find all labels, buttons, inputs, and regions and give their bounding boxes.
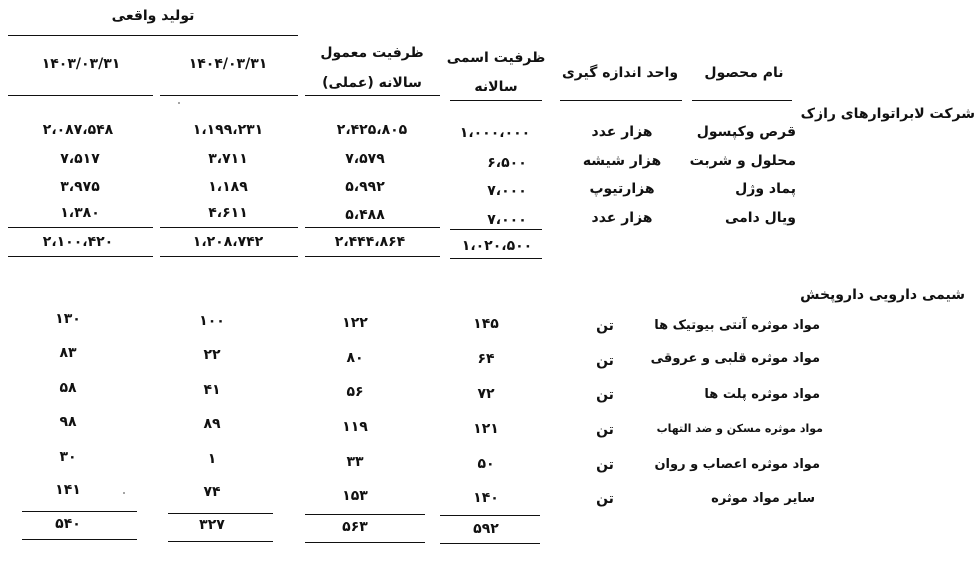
- production-1403-total: ۲،۱۰۰،۴۲۰: [42, 234, 114, 250]
- nominal-capacity-value: ۷۲: [477, 386, 495, 402]
- practical-capacity-header-line1: ظرفیت معمول: [320, 45, 424, 61]
- production-1403-value: ۵۸: [59, 380, 77, 396]
- product-name: مواد موثره آنتی بیوتیک ها: [654, 318, 820, 333]
- unit-value: تن: [596, 387, 614, 403]
- production-1403-value: ۹۸: [59, 414, 77, 430]
- product-name-header: نام محصول: [704, 65, 784, 81]
- production-1403-value: ۷،۵۱۷: [60, 151, 100, 167]
- unit-value: هزار شیشه: [582, 153, 662, 169]
- production-1403-value: ۳۰: [59, 449, 77, 465]
- nominal-capacity-value: ۵۰: [477, 456, 495, 472]
- subtotal-rule: [160, 227, 298, 228]
- scan-speck: [178, 102, 180, 104]
- production-1404-value: ۷۴: [203, 484, 221, 500]
- nominal-capacity-value: ۷،۰۰۰: [487, 212, 527, 228]
- header-underline: [305, 95, 440, 96]
- company-name-darou-pakhsh: شیمی دارویی داروپخش: [800, 287, 965, 303]
- unit-value: هزار عدد: [591, 210, 653, 226]
- production-1404-value: ۴،۶۱۱: [208, 205, 248, 221]
- subtotal-rule: [450, 229, 542, 230]
- subtotal-rule: [305, 227, 440, 228]
- nominal-capacity-total: ۱،۰۲۰،۵۰۰: [461, 238, 533, 254]
- unit-value: هزار عدد: [591, 124, 653, 140]
- total-rule: [450, 258, 542, 259]
- production-1404-value: ۸۹: [203, 416, 221, 432]
- product-name: پماد وژل: [735, 181, 796, 197]
- header-underline: [160, 95, 298, 96]
- production-1403-value: ۱،۳۸۰: [60, 205, 100, 221]
- nominal-capacity-value: ۷،۰۰۰: [487, 183, 527, 199]
- nominal-capacity-header-line1: ظرفیت اسمی: [446, 50, 546, 66]
- unit-value: هزارتیوپ: [589, 181, 655, 197]
- production-1404-value: ۱: [207, 451, 217, 467]
- product-name: قرص وکپسول: [696, 124, 796, 140]
- nominal-capacity-value: ۱۲۱: [473, 421, 499, 437]
- nominal-capacity-value: ۶،۵۰۰: [487, 155, 527, 171]
- production-1404-value: ۲۲: [203, 347, 221, 363]
- practical-capacity-value: ۵،۹۹۲: [345, 179, 385, 195]
- production-1404-total: ۱،۲۰۸،۷۴۲: [192, 234, 264, 250]
- subtotal-rule: [168, 513, 273, 514]
- practical-capacity-value: ۲،۴۲۵،۸۰۵: [336, 122, 408, 138]
- practical-capacity-value: ۱۱۹: [342, 419, 368, 435]
- practical-capacity-value: ۵،۴۸۸: [345, 207, 385, 223]
- header-underline: [450, 100, 542, 101]
- practical-capacity-value: ۱۵۳: [342, 488, 368, 504]
- production-1403-value: ۳،۹۷۵: [60, 179, 100, 195]
- practical-capacity-value: ۳۳: [346, 454, 364, 470]
- unit-value: تن: [596, 422, 614, 438]
- unit-value: تن: [596, 491, 614, 507]
- unit-header: واحد اندازه گیری: [561, 65, 679, 81]
- col-header-1404: ۱۴۰۴/۰۳/۳۱: [188, 56, 268, 72]
- nominal-capacity-header-line2: سالانه: [474, 79, 518, 95]
- production-1404-value: ۳،۷۱۱: [208, 151, 248, 167]
- production-1403-total: ۵۴۰: [55, 516, 81, 532]
- unit-value: تن: [596, 353, 614, 369]
- unit-value: تن: [596, 457, 614, 473]
- total-rule: [305, 542, 425, 543]
- production-1404-value: ۱،۱۸۹: [208, 179, 248, 195]
- total-rule: [22, 539, 137, 540]
- nominal-capacity-value: ۱۴۵: [473, 316, 499, 332]
- product-name: مواد موثره مسکن و ضد التهاب: [656, 422, 823, 435]
- subtotal-rule: [22, 511, 137, 512]
- production-1403-value: ۱۳۰: [55, 311, 81, 327]
- practical-capacity-total: ۵۶۳: [342, 519, 368, 535]
- subtotal-rule: [8, 227, 153, 228]
- practical-capacity-value: ۷،۵۷۹: [345, 151, 385, 167]
- production-1404-value: ۱،۱۹۹،۲۳۱: [192, 122, 264, 138]
- subtotal-rule: [305, 514, 425, 515]
- practical-capacity-header-line2: (عملی) سالانه: [322, 75, 422, 91]
- production-1404-total: ۳۲۷: [199, 517, 225, 533]
- header-underline: [560, 100, 682, 101]
- product-name: سایر مواد موثره: [711, 491, 815, 506]
- production-1404-value: ۱۰۰: [199, 313, 225, 329]
- company-name-razak: شرکت لابراتوارهای رازک: [800, 106, 975, 122]
- practical-capacity-value: ۵۶: [346, 384, 364, 400]
- product-name: محلول و شربت: [689, 153, 796, 169]
- header-underline: [8, 95, 153, 96]
- nominal-capacity-total: ۵۹۲: [473, 521, 499, 537]
- product-name: مواد موثره پلت ها: [704, 387, 820, 402]
- production-1403-value: ۱۴۱: [55, 482, 81, 498]
- product-name: ویال دامی: [724, 210, 796, 226]
- scan-speck: [123, 492, 125, 494]
- total-rule: [8, 256, 153, 257]
- product-name: مواد موثره اعصاب و روان: [654, 457, 820, 472]
- actual-production-header: تولید واقعی: [111, 8, 195, 24]
- total-rule: [160, 256, 298, 257]
- total-rule: [168, 541, 273, 542]
- production-1404-value: ۴۱: [203, 382, 221, 398]
- nominal-capacity-value: ۶۴: [477, 351, 495, 367]
- col-header-1403: ۱۴۰۳/۰۳/۳۱: [41, 56, 121, 72]
- product-name: مواد موثره قلبی و عروقی: [650, 351, 820, 366]
- subtotal-rule: [440, 515, 540, 516]
- practical-capacity-value: ۱۲۲: [342, 315, 368, 331]
- practical-capacity-value: ۸۰: [346, 350, 364, 366]
- header-rule: [8, 35, 298, 36]
- nominal-capacity-value: ۱،۰۰۰،۰۰۰: [459, 125, 531, 141]
- total-rule: [305, 256, 440, 257]
- production-1403-value: ۲،۰۸۷،۵۴۸: [42, 122, 114, 138]
- practical-capacity-total: ۲،۴۴۴،۸۶۴: [334, 234, 406, 250]
- unit-value: تن: [596, 318, 614, 334]
- production-1403-value: ۸۳: [59, 345, 77, 361]
- header-underline: [692, 100, 792, 101]
- total-rule: [440, 543, 540, 544]
- nominal-capacity-value: ۱۴۰: [473, 490, 499, 506]
